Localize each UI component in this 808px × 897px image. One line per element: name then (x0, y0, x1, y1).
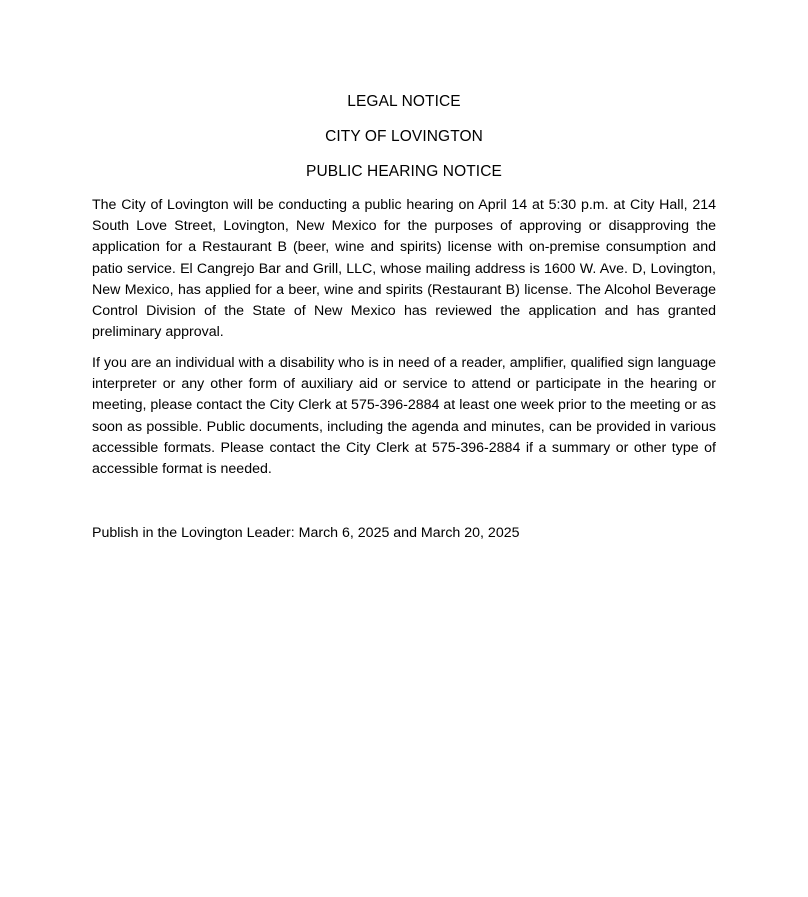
hearing-heading: PUBLIC HEARING NOTICE (306, 163, 502, 180)
accessibility-paragraph: If you are an individual with a disability who is in need of a reader, amplifier, qualified sign language interpreter or any other form of auxiliary aid or service to attend or participate in the hearing or meeting, please contact the City Clerk at 575-396-2884 at least one week prior to the meeting or as soon as possible. Public documents, including the agenda and minutes, can be provided in various accessible formats. Please contact the City Clerk at 575-396-2884 if a summary or other type of accessible format is needed. (92, 355, 716, 478)
city-heading: CITY OF LOVINGTON (325, 128, 483, 145)
hearing-details-paragraph: The City of Lovington will be conducting a public hearing on April 14 at 5:30 p.m. at City Hall, 214 South Love Street, Lovington, New Mexico for the purposes of approving or disapproving the application for a Restaurant B (beer, wine and spirits) license with on-premise consumption and patio service. El Cangrejo Bar and Grill, LLC, whose mailing address is 1600 W. Ave. D, Lovington, New Mexico, has applied for a beer, wine and spirits (Restaurant B) license. The Alcohol Beverage Control Division of the State of New Mexico has reviewed the application and has granted preliminary approval. (92, 197, 716, 341)
publication-line: Publish in the Lovington Leader: March 6, 2025 and March 20, 2025 (92, 525, 520, 541)
notice-title: LEGAL NOTICE (347, 93, 461, 110)
